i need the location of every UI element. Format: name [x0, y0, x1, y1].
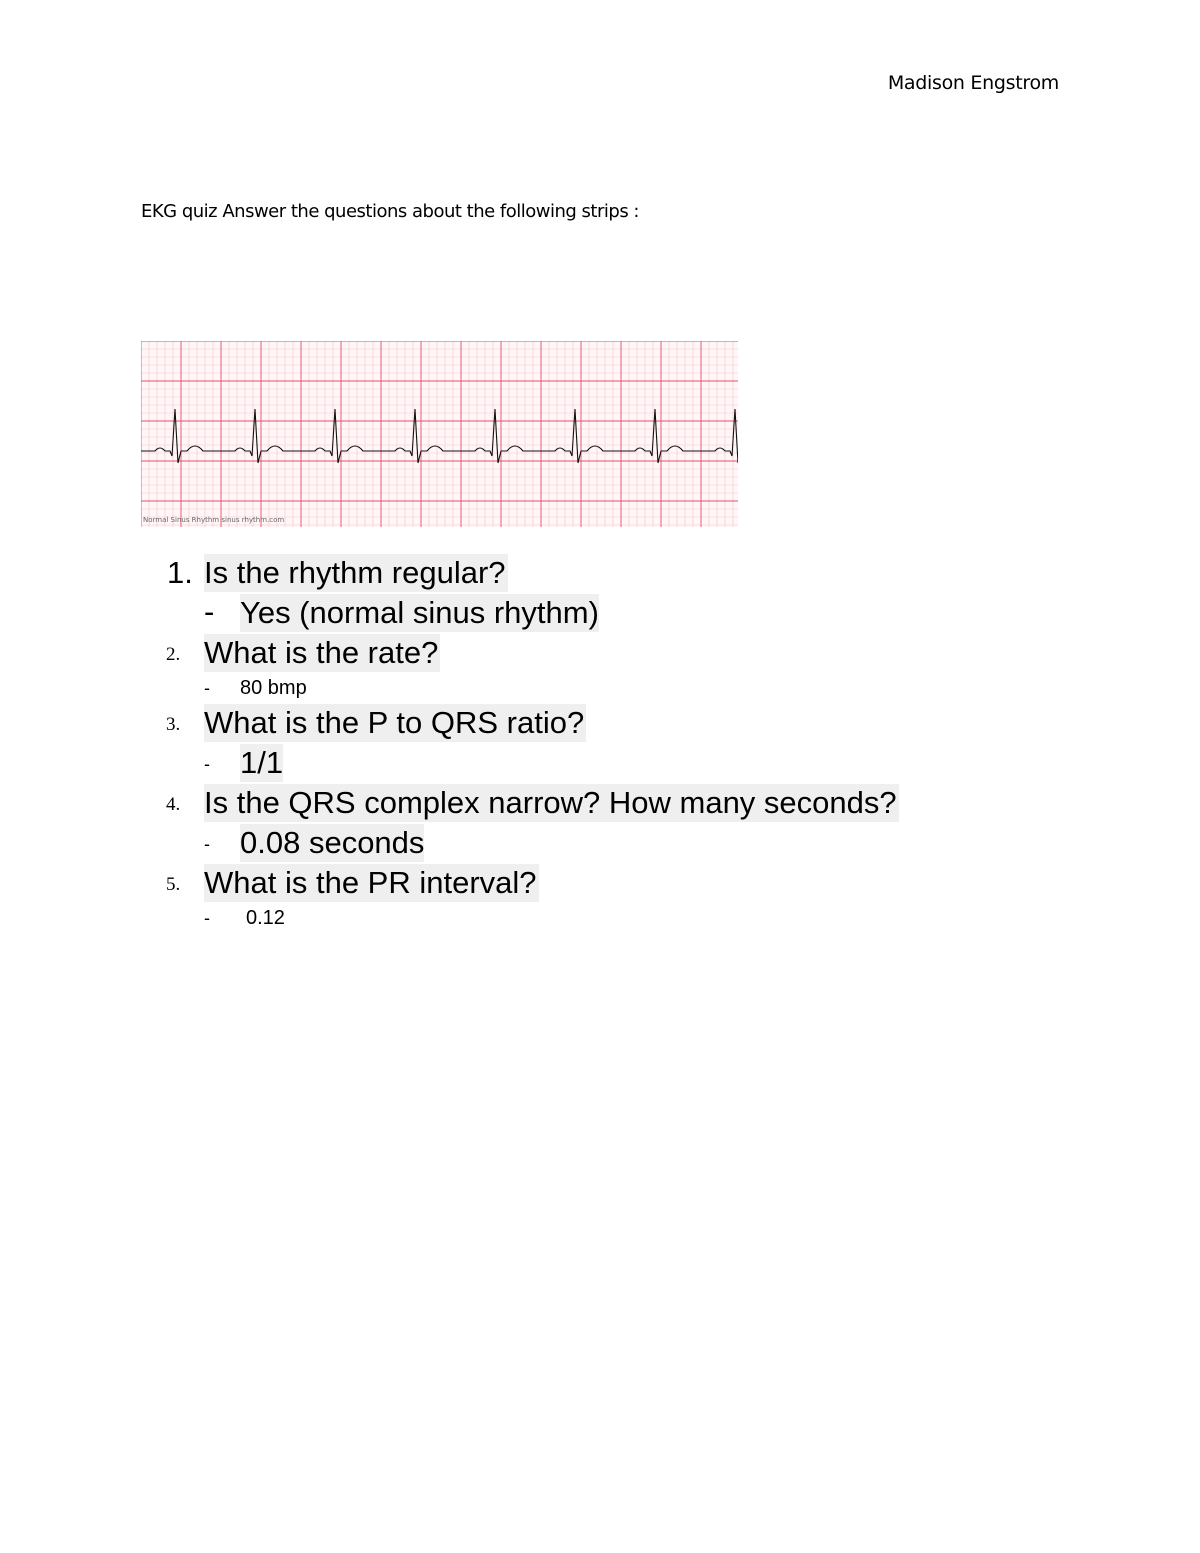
question-item-4: [0, 782, 1200, 822]
answer-item-3: [0, 742, 1200, 782]
answer-dash: -: [204, 834, 210, 854]
ekg-paper-background: [141, 341, 738, 527]
answer-item-5: [0, 902, 1200, 932]
answer-text: 80 bmp: [240, 677, 307, 699]
question-text: What is the P to QRS ratio?: [204, 705, 585, 740]
ekg-strip-caption: Normal Sinus Rhythm sinus rhythm.com: [143, 516, 285, 524]
answer-dash: -: [204, 908, 210, 928]
answer-text: 1/1: [240, 745, 284, 780]
question-number: 4.: [166, 794, 181, 815]
ekg-strip-graphic: [141, 341, 738, 527]
question-text: Is the rhythm regular?: [204, 555, 506, 590]
quiz-intro: EKG quiz Answer the questions about the following strips :: [141, 201, 639, 222]
question-item-1: [0, 552, 1200, 592]
answer-item-1: [0, 592, 1200, 632]
answer-text: Yes (normal sinus rhythm): [240, 595, 599, 630]
question-item-2: [0, 632, 1200, 672]
question-item-3: [0, 702, 1200, 742]
question-item-5: [0, 862, 1200, 902]
question-number: 1.: [167, 555, 193, 590]
question-text: What is the rate?: [204, 635, 439, 670]
answer-dash: -: [204, 754, 210, 774]
question-number: 3.: [166, 714, 181, 735]
question-text: What is the PR interval?: [204, 865, 537, 900]
answer-item-2: [0, 672, 1200, 702]
ekg-strip-image: [141, 341, 738, 527]
answer-dash: -: [204, 678, 210, 698]
answer-text: 0.12: [246, 907, 285, 929]
question-text: Is the QRS complex narrow? How many seconds?: [204, 785, 897, 820]
question-list: [0, 552, 1200, 932]
author-name: Madison Engstrom: [887, 72, 1059, 94]
answer-text: 0.08 seconds: [240, 825, 425, 860]
question-number: 2.: [166, 644, 181, 665]
question-number: 5.: [166, 874, 181, 895]
answer-item-4: [0, 822, 1200, 862]
answer-dash: -: [204, 594, 215, 629]
